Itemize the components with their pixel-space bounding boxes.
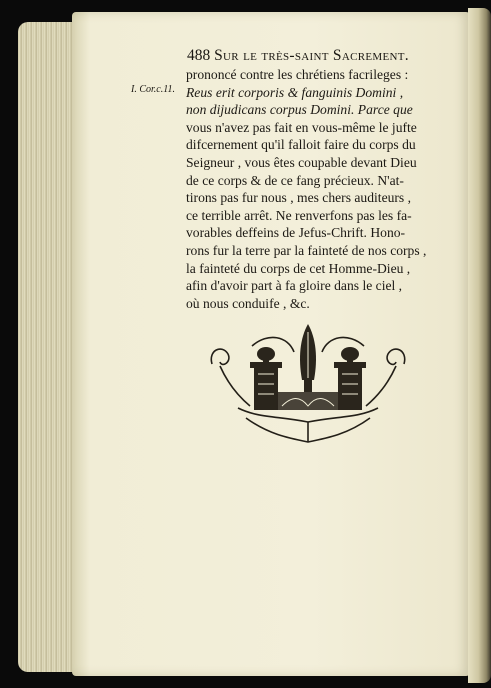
- book-right-edge: [468, 8, 491, 683]
- tailpiece-ornament: [208, 322, 408, 444]
- text-line: rons fur la terre par la fainteté de nos corps ,: [186, 242, 427, 258]
- text-line: difcernement qu'il falloit faire du corps du: [186, 137, 416, 153]
- text-line: vorables deffeins de Jefus-Chrift. Hono-: [186, 225, 406, 241]
- page-number: 488: [187, 47, 211, 64]
- running-header: [187, 47, 467, 65]
- text-line: prononcé contre les chrétiens facrileges :: [186, 67, 409, 82]
- text-line: tirons pas fur nous , mes chers auditeurs ,: [186, 190, 412, 206]
- text-line: ce terrible arrêt. Ne renverfons pas les fa-: [186, 207, 412, 223]
- text-line: Reus erit corporis & fanguinis Domini ,: [186, 84, 404, 100]
- text-line: Seigneur , vous êtes coupable devant Dieu: [186, 154, 417, 170]
- text-line: afin d'avoir part à fa gloire dans le ciel ,: [186, 278, 403, 294]
- text-line: non dijudicans corpus Domini. Parce que: [186, 102, 413, 118]
- text-line: la fainteté du corps de cet Homme-Dieu ,: [186, 260, 411, 276]
- margin-reference: I. Cor.c.11.: [131, 84, 175, 95]
- body-text: [186, 66, 468, 312]
- text-line: vous n'avez pas fait en vous-même le jufte: [186, 119, 417, 135]
- running-head-title: Sur le très-saint Sacrement.: [214, 47, 409, 64]
- text-line: de ce corps & de ce fang précieux. N'at-: [186, 172, 404, 188]
- text-line: où nous conduife , &c.: [186, 295, 310, 311]
